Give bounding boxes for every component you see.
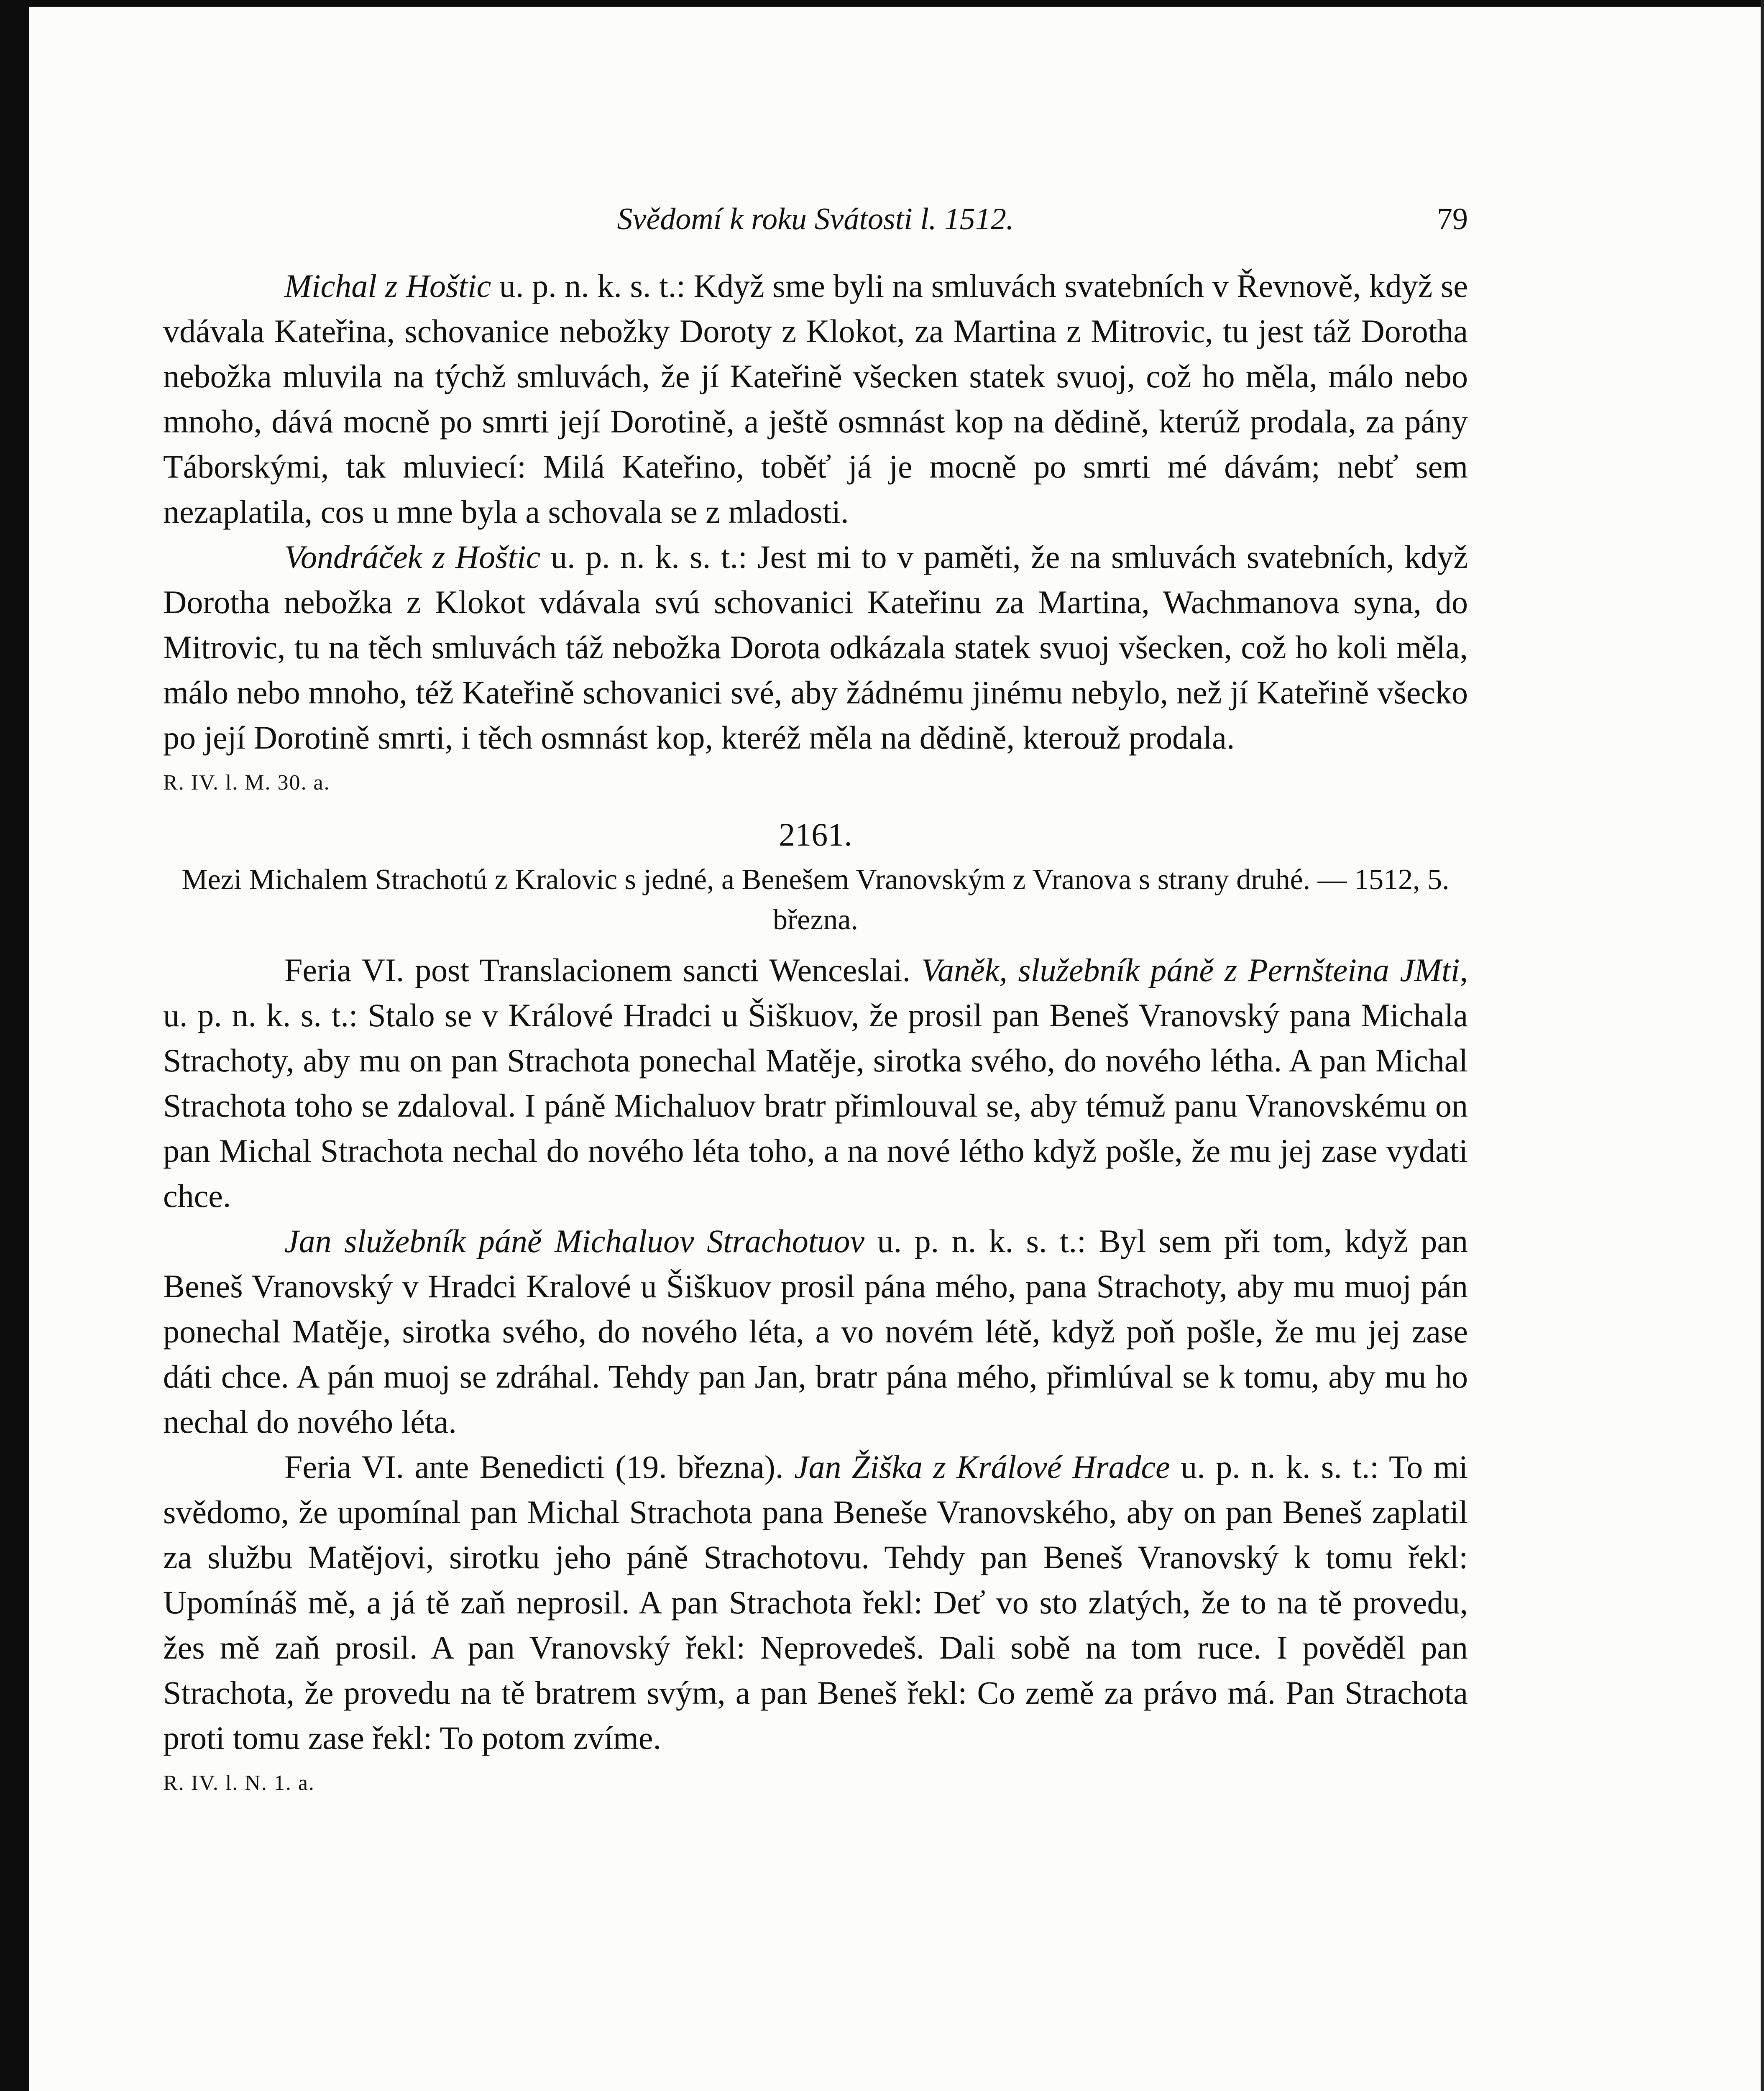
testimony-paragraph	[163, 1219, 1468, 1444]
date-lead: Feria VI. ante Benedicti (19. března).	[284, 1449, 794, 1485]
testimony-text: u. p. n. k. s. t.: To mi svědomo, že upomínal pan Michal Strachota pana Beneše Vranovského, aby on pan Beneš zaplatil za službu Matějovi, sirotku jeho páně Strachotovu. Tehdy pan Beneš Vranovský k tomu řekl: Upomínáš mě, a já tě zaň neprosil. A pan Strachota řekl: Deť vo sto zlatých, že to na tě provedu, žes mě zaň prosil. A pan Vranovský řekl: Neprovedeš. Dali sobě na tom ruce. I pověděl pan Strachota, že provedu na tě bratrem svým, a pan Beneš řekl: Co země za právo má. Pan Strachota proti tomu zase řekl: To potom zvíme.	[163, 1449, 1468, 1756]
testimony-paragraph	[163, 948, 1468, 1219]
testimony-paragraph	[163, 1444, 1468, 1761]
document-heading: Mezi Michalem Strachotú z Kralovic s jedné, a Benešem Vranovským z Vranova s strany druhé. — 1512, 5. března.	[182, 864, 1450, 936]
page-edge-shadow	[1761, 0, 1764, 2091]
running-header	[163, 197, 1468, 247]
page-content	[163, 197, 1468, 1800]
witness-name: Vondráček z Hoštic	[284, 539, 541, 575]
testimony-text: u. p. n. k. s. t.: Stalo se v Králové Hradci u Šiškuov, že prosil pan Beneš Vranovský pana Michala Strachoty, aby mu on pan Strachota ponechal Matěje, sirotka svého, do nového létha. A pan Michal Strachota toho se zdaloval. I páně Michaluov bratr přimlouval se, aby témuž panu Vranovskému on pan Michal Strachota nechal do nového léta toho, a na nové létho když pošle, že mu jej zase vydati chce.	[163, 997, 1468, 1214]
witness-name: Vaněk, služebník páně z Pernšteina JMti,	[921, 952, 1468, 988]
testimony-text: u. p. n. k. s. t.: Jest mi to v paměti, že na smluvách svatebních, když Dorotha nebožka z Klokot vdávala svú schovanici Kateřinu za Martina, Wachmanova syna, do Mitrovic, tu na těch smluvách táž nebožka Dorota odkázala statek svuoj všecken, což ho koli měla, málo nebo mnoho, též Kateřině schovanici své, aby žádnému jinému nebylo, než jí Kateřině všecko po její Dorotině smrti, i těch osmnást kop, kteréž měla na dědině, kterouž prodala.	[163, 539, 1468, 756]
witness-name: Jan služebník páně Michaluov Strachotuov	[284, 1223, 865, 1259]
witness-name: Jan Žiška z Králové Hradce	[794, 1449, 1170, 1485]
source-reference: R. IV. l. M. 30. a.	[163, 771, 330, 795]
page-number: 79	[1437, 202, 1468, 236]
testimony-text: u. p. n. k. s. t.: Když sme byli na smluvách svatebních v Řevnově, když se vdávala Kateřina, schovanice nebožky Doroty z Klokot, za Martina z Mitrovic, tu jest táž Dorotha nebožka mluvila na týchž smluvách, že jí Kateřině všecken statek svuoj, což ho měla, málo nebo mnoho, dává mocně po smrti její Dorotině, a ještě osmnást kop na dědině, kterúž prodala, za pány Táborskými, tak mluviecí: Milá Kateřino, toběť já je mocně po smrti mé dávám; nebť sem nezaplatila, cos u mne byla a schovala se z mladosti.	[163, 268, 1468, 530]
document-number: 2161.	[779, 816, 852, 853]
date-lead: Feria VI. post Translacionem sancti Wenceslai.	[284, 952, 921, 988]
testimony-paragraph	[163, 263, 1468, 534]
testimony-paragraph	[163, 534, 1468, 760]
testimony-text: u. p. n. k. s. t.: Byl sem při tom, když pan Beneš Vranovský v Hradci Kralové u Šiškuov prosil pána mého, pana Strachoty, aby mu muoj pán ponechal Matěje, sirotka svého, do nového léta, a vo novém létě, když poň pošle, že mu jej zase dáti chce. A pán muoj se zdráhal. Tehdy pan Jan, bratr pána mého, přimlúval se k tomu, aby mu ho nechal do nového léta.	[163, 1223, 1468, 1440]
source-reference: R. IV. l. N. 1. a.	[163, 1771, 315, 1795]
witness-name: Michal z Hoštic	[284, 268, 491, 304]
running-title: Svědomí k roku Svátosti l. 1512.	[617, 202, 1014, 236]
